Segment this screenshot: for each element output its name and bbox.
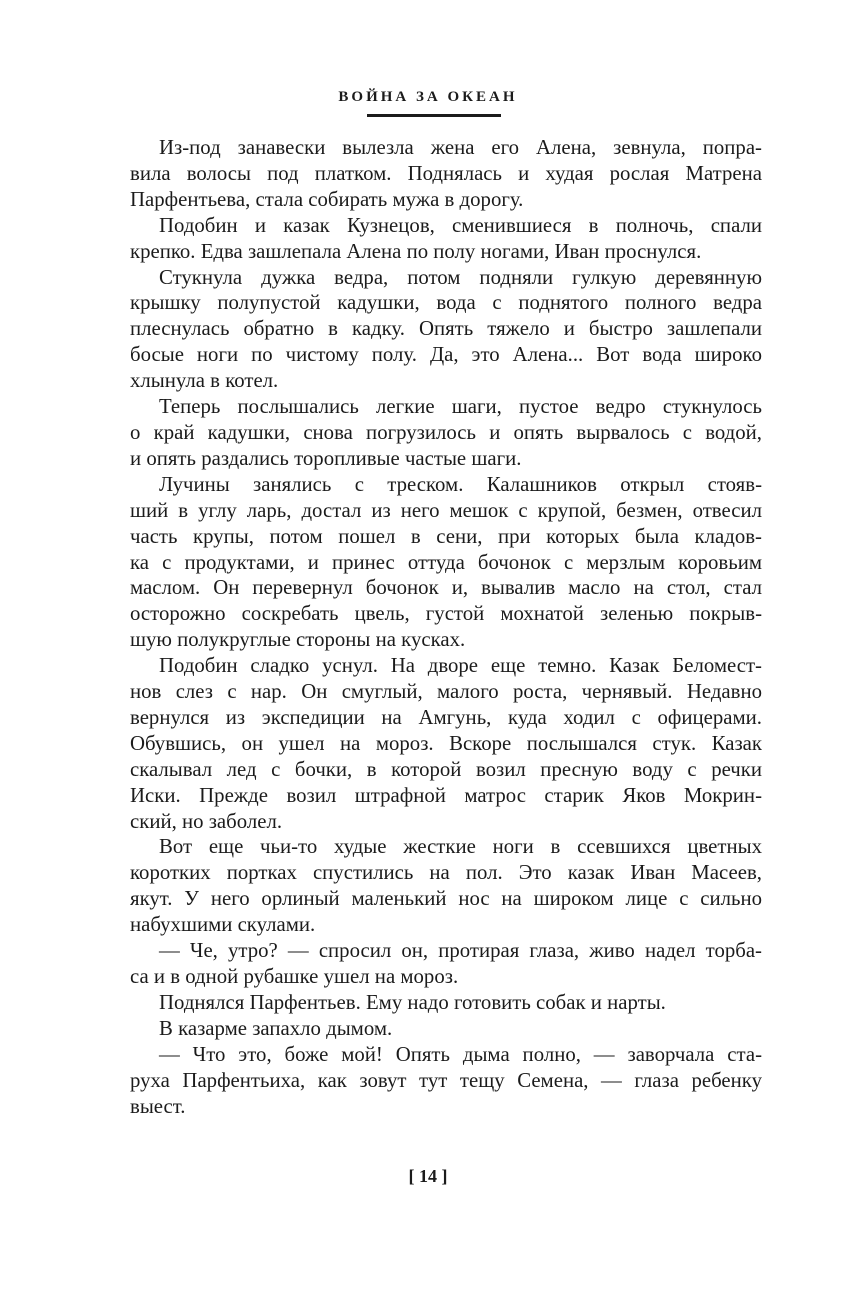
text-line: маслом. Он перевернул бочонок и, вывалив масло на стол, стал xyxy=(130,576,762,600)
text-line: вернулся из экспедиции на Амгунь, куда ходил с офицерами. xyxy=(130,705,762,729)
book-title: ВОЙНА ЗА ОКЕАН xyxy=(338,89,518,105)
page-number: [ 14 ] xyxy=(408,1166,448,1186)
text-line: Подобин сладко уснул. На дворе еще темно. Казак Беломест- xyxy=(159,654,762,678)
paragraph xyxy=(130,938,762,990)
text-line: — Че, утро? — спросил он, протирая глаза, живо надел торба- xyxy=(159,939,762,963)
body-text xyxy=(130,135,762,1119)
text-line: ский, но заболел. xyxy=(130,809,283,833)
paragraph xyxy=(130,1042,762,1120)
text-line: шую полукруглые стороны на кусках. xyxy=(130,628,466,652)
text-line: Лучины занялись с треском. Калашников открыл стояв- xyxy=(159,472,762,496)
text-line: нов слез с нар. Он смуглый, малого роста, чернявый. Недавно xyxy=(130,680,762,704)
text-line: часть крупы, потом пошел в сени, при которых была кладов- xyxy=(130,524,762,548)
text-line: Парфентьева, стала собирать мужа в дорогу. xyxy=(130,187,524,211)
text-line: коротких портках спустились на пол. Это казак Иван Масеев, xyxy=(130,861,762,885)
text-line: скалывал лед с бочки, в которой возил пресную воду с речки xyxy=(130,757,762,781)
running-header xyxy=(0,88,856,106)
text-line: плеснулась обратно в кадку. Опять тяжело и быстро зашлепали xyxy=(130,317,762,341)
paragraph xyxy=(130,990,762,1016)
paragraph xyxy=(130,1016,762,1042)
paragraph xyxy=(130,472,762,653)
text-line: Стукнула дужка ведра, потом подняли гулкую деревянную xyxy=(159,265,762,289)
text-line: ший в углу ларь, достал из него мешок с крупой, безмен, отвесил xyxy=(130,498,762,522)
paragraph xyxy=(130,394,762,472)
text-line: босые ноги по чистому полу. Да, это Алена... Вот вода широко xyxy=(130,343,762,367)
text-line: Подобин и казак Кузнецов, сменившиеся в полночь, спали xyxy=(159,213,762,237)
text-line: ка с продуктами, и принес оттуда бочонок с мерзлым коровьим xyxy=(130,550,762,574)
paragraph xyxy=(130,265,762,395)
paragraph xyxy=(130,213,762,265)
text-line: осторожно соскребать цвель, густой мохнатой зеленью покрыв- xyxy=(130,602,762,626)
text-line: о край кадушки, снова погрузилось и опять вырвалось с водой, xyxy=(130,420,762,444)
text-line: Теперь послышались легкие шаги, пустое ведро стукнулось xyxy=(159,395,762,419)
text-line: В казарме запахло дымом. xyxy=(159,1016,393,1040)
text-line: Вот еще чьи-то худые жесткие ноги в ссевшихся цветных xyxy=(159,835,762,859)
text-line: якут. У него орлиный маленький нос на широком лице с сильно xyxy=(130,887,762,911)
text-line: Поднялся Парфентьев. Ему надо готовить собак и нарты. xyxy=(159,990,666,1014)
text-line: набухшими скулами. xyxy=(130,913,316,937)
text-line: — Что это, боже мой! Опять дыма полно, — заворчала ста- xyxy=(159,1042,762,1066)
text-line: руха Парфентьиха, как зовут тут тещу Семена, — глаза ребенку xyxy=(130,1068,762,1092)
paragraph xyxy=(130,135,762,213)
paragraph xyxy=(130,834,762,938)
text-line: хлынула в котел. xyxy=(130,369,279,393)
header-rule xyxy=(367,114,501,117)
text-line: Из-под занавески вылезла жена его Алена, зевнула, попра- xyxy=(159,136,762,159)
text-line: Иски. Прежде возил штрафной матрос старик Яков Мокрин- xyxy=(130,783,762,807)
text-line: вила волосы под платком. Поднялась и худая рослая Матрена xyxy=(130,161,762,185)
text-line: выест. xyxy=(130,1094,186,1118)
text-line: и опять раздались торопливые частые шаги. xyxy=(130,446,522,470)
paragraph xyxy=(130,653,762,834)
text-line: Обувшись, он ушел на мороз. Вскоре послышался стук. Казак xyxy=(130,731,762,755)
text-line: крепко. Едва зашлепала Алена по полу ногами, Иван проснулся. xyxy=(130,239,702,263)
text-line: крышку полупустой кадушки, вода с поднятого полного ведра xyxy=(130,291,762,315)
text-line: са и в одной рубашке ушел на мороз. xyxy=(130,965,459,988)
